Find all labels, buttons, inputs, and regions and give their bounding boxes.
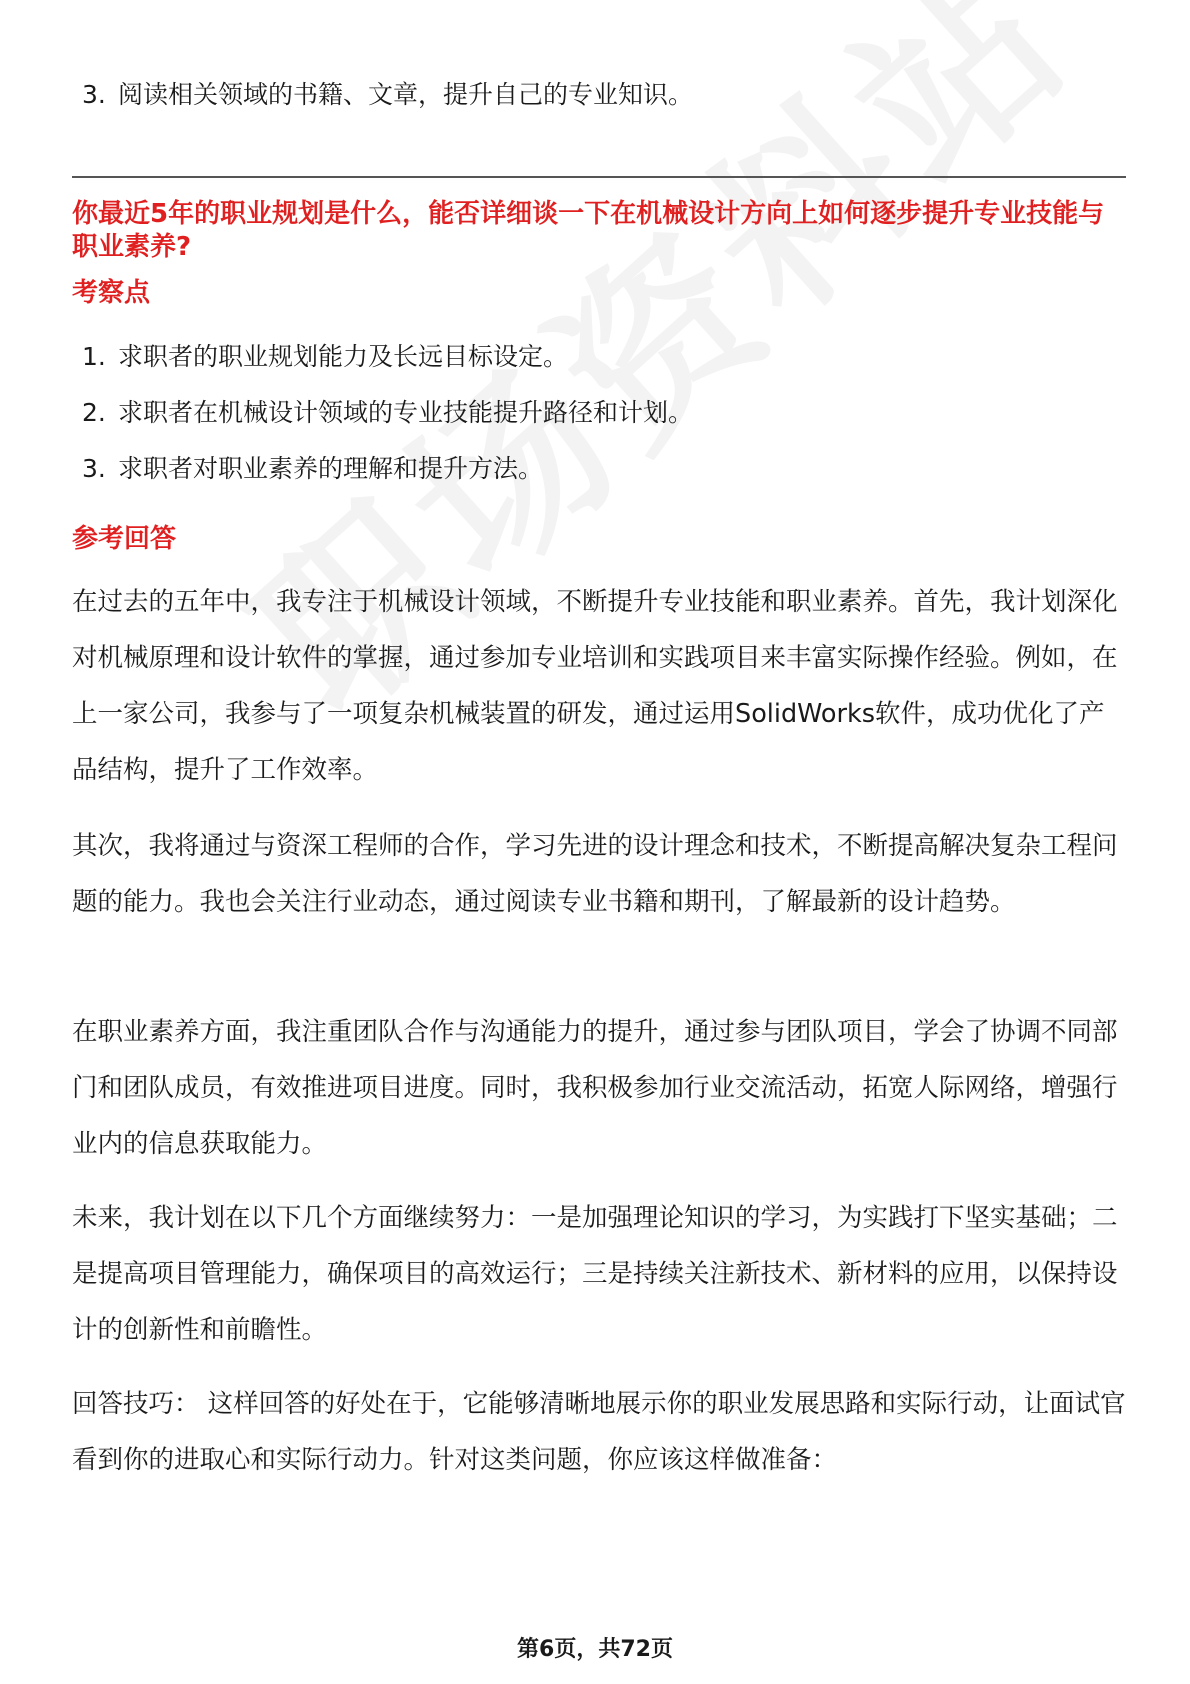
list-item xyxy=(82,396,693,452)
list-text: 阅读相关领域的书籍、文章，提升自己的专业知识。 xyxy=(118,80,694,109)
points-list xyxy=(82,340,693,508)
list-item xyxy=(82,78,693,134)
list-number: 2. xyxy=(82,398,106,427)
page-number: 第6页，共72页 xyxy=(517,1637,673,1662)
list-text: 求职者在机械设计领域的专业技能提升路径和计划。 xyxy=(118,398,694,427)
answer-paragraph: 未来，我计划在以下几个方面继续努力：一是加强理论知识的学习，为实践打下坚实基础；二是提高项目管理能力，确保项目的高效运行；三是持续关注新技术、新材料的应用，以保持设计的创新性和前瞻性。 xyxy=(72,1203,1118,1345)
answer-paragraph: 在职业素养方面，我注重团队合作与沟通能力的提升，通过参与团队项目，学会了协调不同部门和团队成员，有效推进项目进度。同时，我积极参加行业交流活动，拓宽人际网络，增强行业内的信息获取能力。 xyxy=(72,1017,1118,1159)
list-number: 3. xyxy=(82,80,106,109)
answer-heading: 参考回答 xyxy=(72,524,177,554)
tips-paragraph: 回答技巧： 这样回答的好处在于，它能够清晰地展示你的职业发展思路和实际行动，让面试官看到你的进取心和实际行动力。针对这类问题，你应该这样做准备： xyxy=(72,1389,1126,1475)
answer-paragraph: 在过去的五年中，我专注于机械设计领域，不断提升专业技能和职业素养。首先，我计划深化对机械原理和设计软件的掌握，通过参加专业培训和实践项目来丰富实际操作经验。例如，在上一家公司，我参与了一项复杂机械装置的研发，通过运用SolidWorks软件，成功优化了产品结构，提升了工作效率。 xyxy=(72,587,1118,785)
answer-paragraph: 其次，我将通过与资深工程师的合作，学习先进的设计理念和技术，不断提高解决复杂工程问题的能力。我也会关注行业动态，通过阅读专业书籍和期刊，了解最新的设计趋势。 xyxy=(72,831,1118,917)
section-divider xyxy=(72,176,1126,178)
list-item xyxy=(82,340,693,396)
question-heading: 你最近5年的职业规划是什么，能否详细谈一下在机械设计方向上如何逐步提升专业技能与职业素养? xyxy=(72,199,1105,262)
list-text: 求职者对职业素养的理解和提升方法。 xyxy=(118,454,544,483)
previous-list xyxy=(82,78,693,134)
list-number: 1. xyxy=(82,342,106,371)
list-text: 求职者的职业规划能力及长远目标设定。 xyxy=(118,342,569,371)
list-number: 3. xyxy=(82,454,106,483)
list-item xyxy=(82,452,693,508)
points-heading: 考察点 xyxy=(72,278,151,308)
